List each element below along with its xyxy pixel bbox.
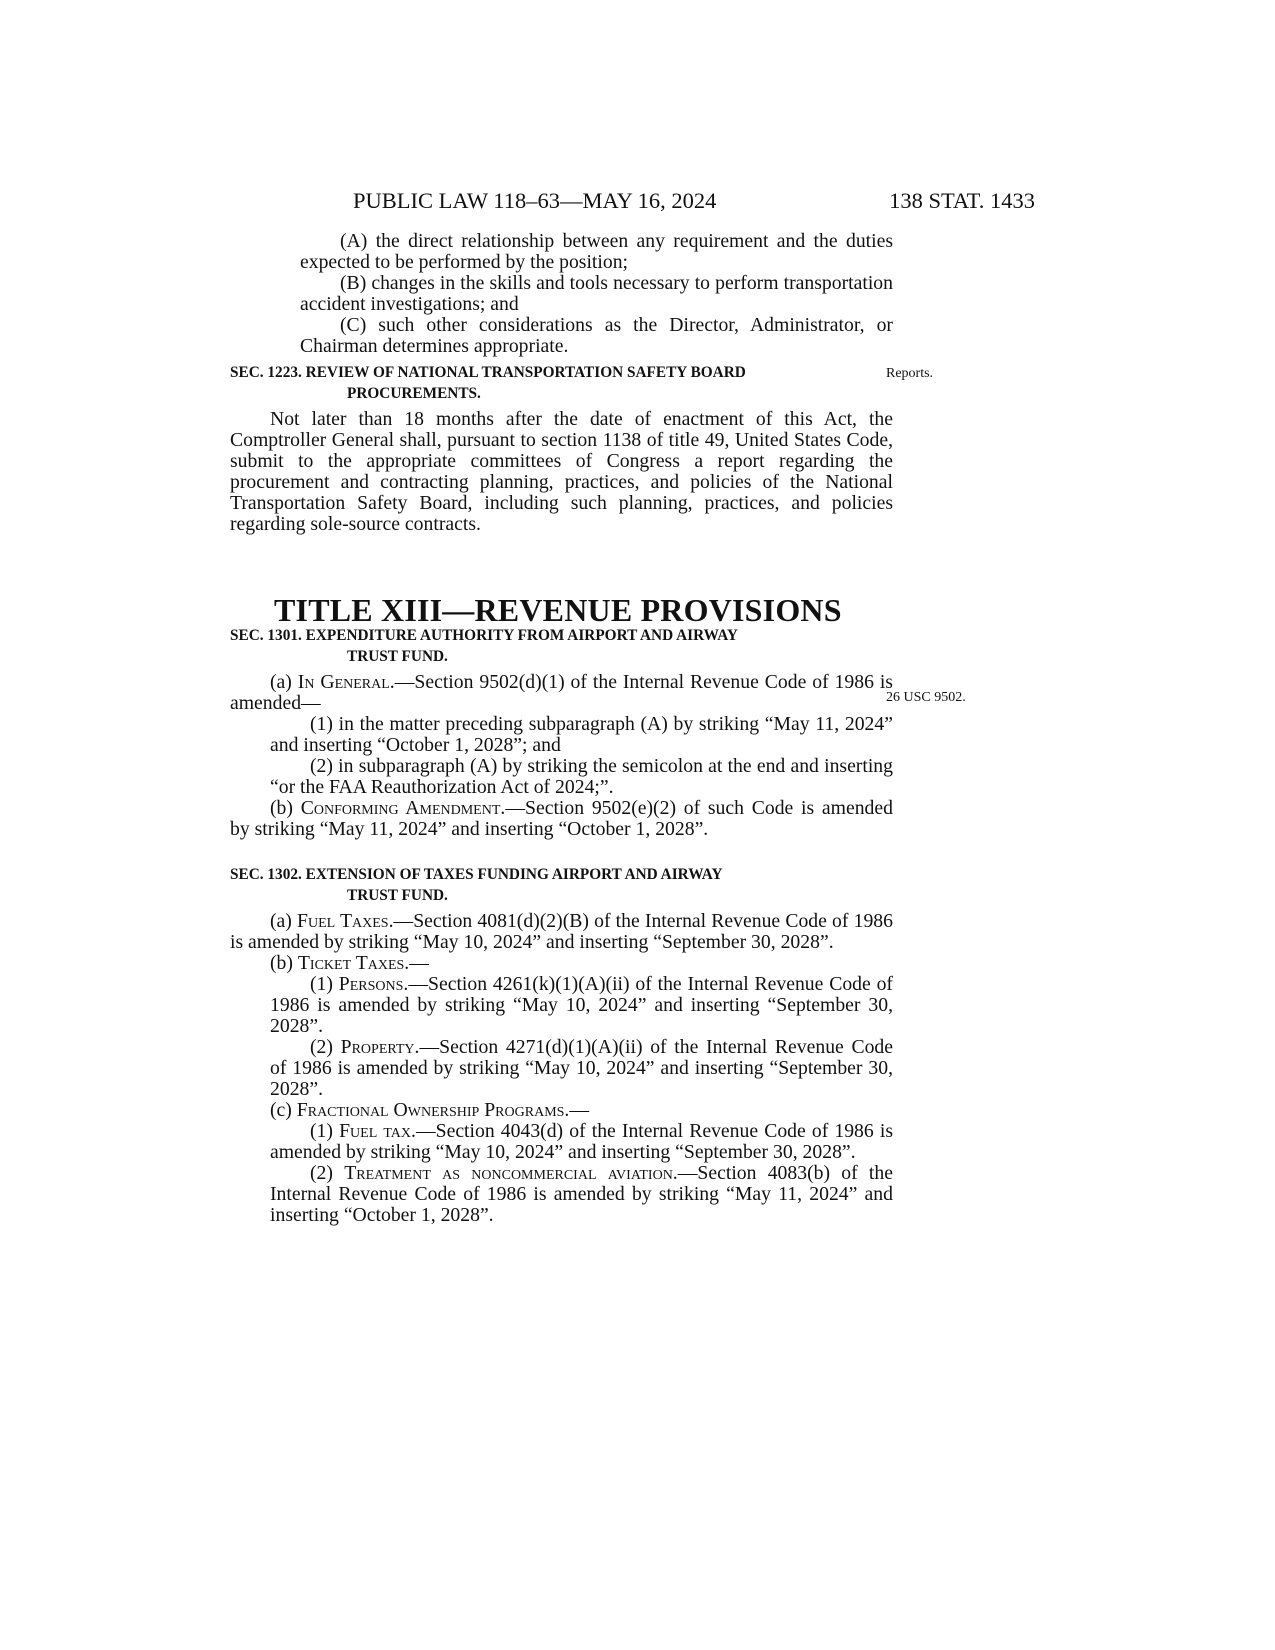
subsection-a bbox=[230, 672, 893, 714]
section-1302-body bbox=[230, 911, 893, 1226]
subsection-a bbox=[230, 911, 893, 953]
subsection-c bbox=[230, 1100, 893, 1121]
paragraph-b1 bbox=[230, 974, 893, 1037]
paragraph-text: —Section 4043(d) of the Internal Revenue Code of 1986 is amended by striking “May 10, 2024” and inserting “September 30, 2028”. bbox=[270, 1120, 893, 1163]
paragraph-text: —Section 4271(d)(1)(A)(ii) of the Internal Revenue Code of 1986 is amended by striking “May 10, 2024” and inserting “September 30, 2028”. bbox=[270, 1036, 893, 1100]
page-header bbox=[230, 180, 1035, 220]
section-1302-heading bbox=[230, 864, 893, 906]
section-heading-line: TRUST FUND. bbox=[347, 648, 448, 665]
continued-list bbox=[230, 231, 893, 357]
paragraph-label: (1) bbox=[310, 973, 339, 995]
subsection-caption: In General. bbox=[297, 671, 395, 693]
subsection-label: (c) bbox=[270, 1099, 297, 1121]
paragraph-caption: Treatment as noncommercial aviation. bbox=[344, 1162, 678, 1184]
paragraph-c2 bbox=[230, 1163, 893, 1226]
subsection-label: (b) bbox=[270, 797, 301, 819]
section-heading-line: SEC. 1301. EXPENDITURE AUTHORITY FROM AIRPORT AND AIRWAY bbox=[230, 627, 738, 644]
list-item-b: (B) changes in the skills and tools necessary to perform transportation accident investigations; and bbox=[300, 272, 893, 315]
section-1301-heading bbox=[230, 625, 893, 667]
subsection-b bbox=[230, 953, 893, 974]
subsection-label: (a) bbox=[270, 910, 298, 932]
section-1223-heading bbox=[230, 362, 893, 404]
title-heading: TITLE XIII—REVENUE PROVISIONS bbox=[274, 592, 842, 628]
list-item-c: (C) such other considerations as the Director, Administrator, or Chairman determines appropriate. bbox=[300, 314, 893, 357]
paragraph-a2: (2) in subparagraph (A) by striking the semicolon at the end and inserting “or the FAA Reauthorization Act of 2024;”. bbox=[270, 755, 893, 798]
paragraph-text: —Section 4083(b) of the Internal Revenue Code of 1986 is amended by striking “May 11, 2024” and inserting “October 1, 2028”. bbox=[270, 1162, 893, 1226]
subsection-text: —Section 9502(d)(1) of the Internal Revenue Code of 1986 is amended— bbox=[230, 671, 893, 714]
paragraph-caption: Fuel tax. bbox=[339, 1120, 416, 1142]
subsection-text: —Section 9502(e)(2) of such Code is amended by striking “May 11, 2024” and inserting “October 1, 2028”. bbox=[230, 797, 893, 840]
paragraph-caption: Property. bbox=[340, 1036, 420, 1058]
subsection-text: — bbox=[569, 1099, 590, 1121]
subsection-b bbox=[230, 798, 893, 840]
header-title: PUBLIC LAW 118–63—MAY 16, 2024 bbox=[353, 188, 717, 213]
section-paragraph: Not later than 18 months after the date of enactment of this Act, the Comptroller General shall, pursuant to section 1138 of title 49, United States Code, submit to the appropriate committees of Congress a report regarding the procurement and contracting planning, practices, and policies of the National Transportation Safety Board, including such planning, practices, and policies regarding sole-source contracts. bbox=[230, 408, 893, 535]
paragraph-label: (1) bbox=[310, 1120, 340, 1142]
section-heading-line: SEC. 1302. EXTENSION OF TAXES FUNDING AIRPORT AND AIRWAY bbox=[230, 866, 723, 883]
section-heading-line: SEC. 1223. REVIEW OF NATIONAL TRANSPORTATION SAFETY BOARD bbox=[230, 364, 746, 381]
subsection-text: —Section 4081(d)(2)(B) of the Internal Revenue Code of 1986 is amended by striking “May 10, 2024” and inserting “September 30, 2028”. bbox=[230, 910, 893, 953]
paragraph-label: (2) bbox=[310, 1036, 341, 1058]
subsection-label: (b) bbox=[270, 952, 298, 974]
subsection-caption: Ticket Taxes. bbox=[297, 952, 410, 974]
page-number: 138 STAT. 1433 bbox=[889, 188, 1035, 213]
paragraph-c1 bbox=[230, 1121, 893, 1163]
list-item-a: (A) the direct relationship between any requirement and the duties expected to be performed by the position; bbox=[300, 230, 893, 273]
paragraph-a1: (1) in the matter preceding subparagraph (A) by striking “May 11, 2024” and inserting “October 1, 2028”; and bbox=[270, 713, 893, 756]
subsection-caption: Conforming Amendment. bbox=[300, 797, 506, 819]
section-heading-line: PROCUREMENTS. bbox=[347, 385, 481, 402]
subsection-text: — bbox=[409, 952, 429, 974]
margin-note-reports: Reports. bbox=[886, 366, 934, 381]
paragraph-label: (2) bbox=[310, 1162, 345, 1184]
section-1301-body bbox=[230, 672, 893, 840]
paragraph-b2 bbox=[230, 1037, 893, 1100]
paragraph-text: —Section 4261(k)(1)(A)(ii) of the Internal Revenue Code of 1986 is amended by striking “May 10, 2024” and inserting “September 30, 2028”. bbox=[270, 973, 893, 1037]
subsection-caption: Fuel Taxes. bbox=[297, 910, 394, 932]
section-heading-line: TRUST FUND. bbox=[347, 887, 448, 904]
margin-note-usc: 26 USC 9502. bbox=[886, 690, 966, 705]
section-1223-body bbox=[230, 409, 893, 535]
subsection-caption: Fractional Ownership Programs. bbox=[296, 1099, 570, 1121]
subsection-label: (a) bbox=[270, 671, 298, 693]
paragraph-caption: Persons. bbox=[338, 973, 409, 995]
